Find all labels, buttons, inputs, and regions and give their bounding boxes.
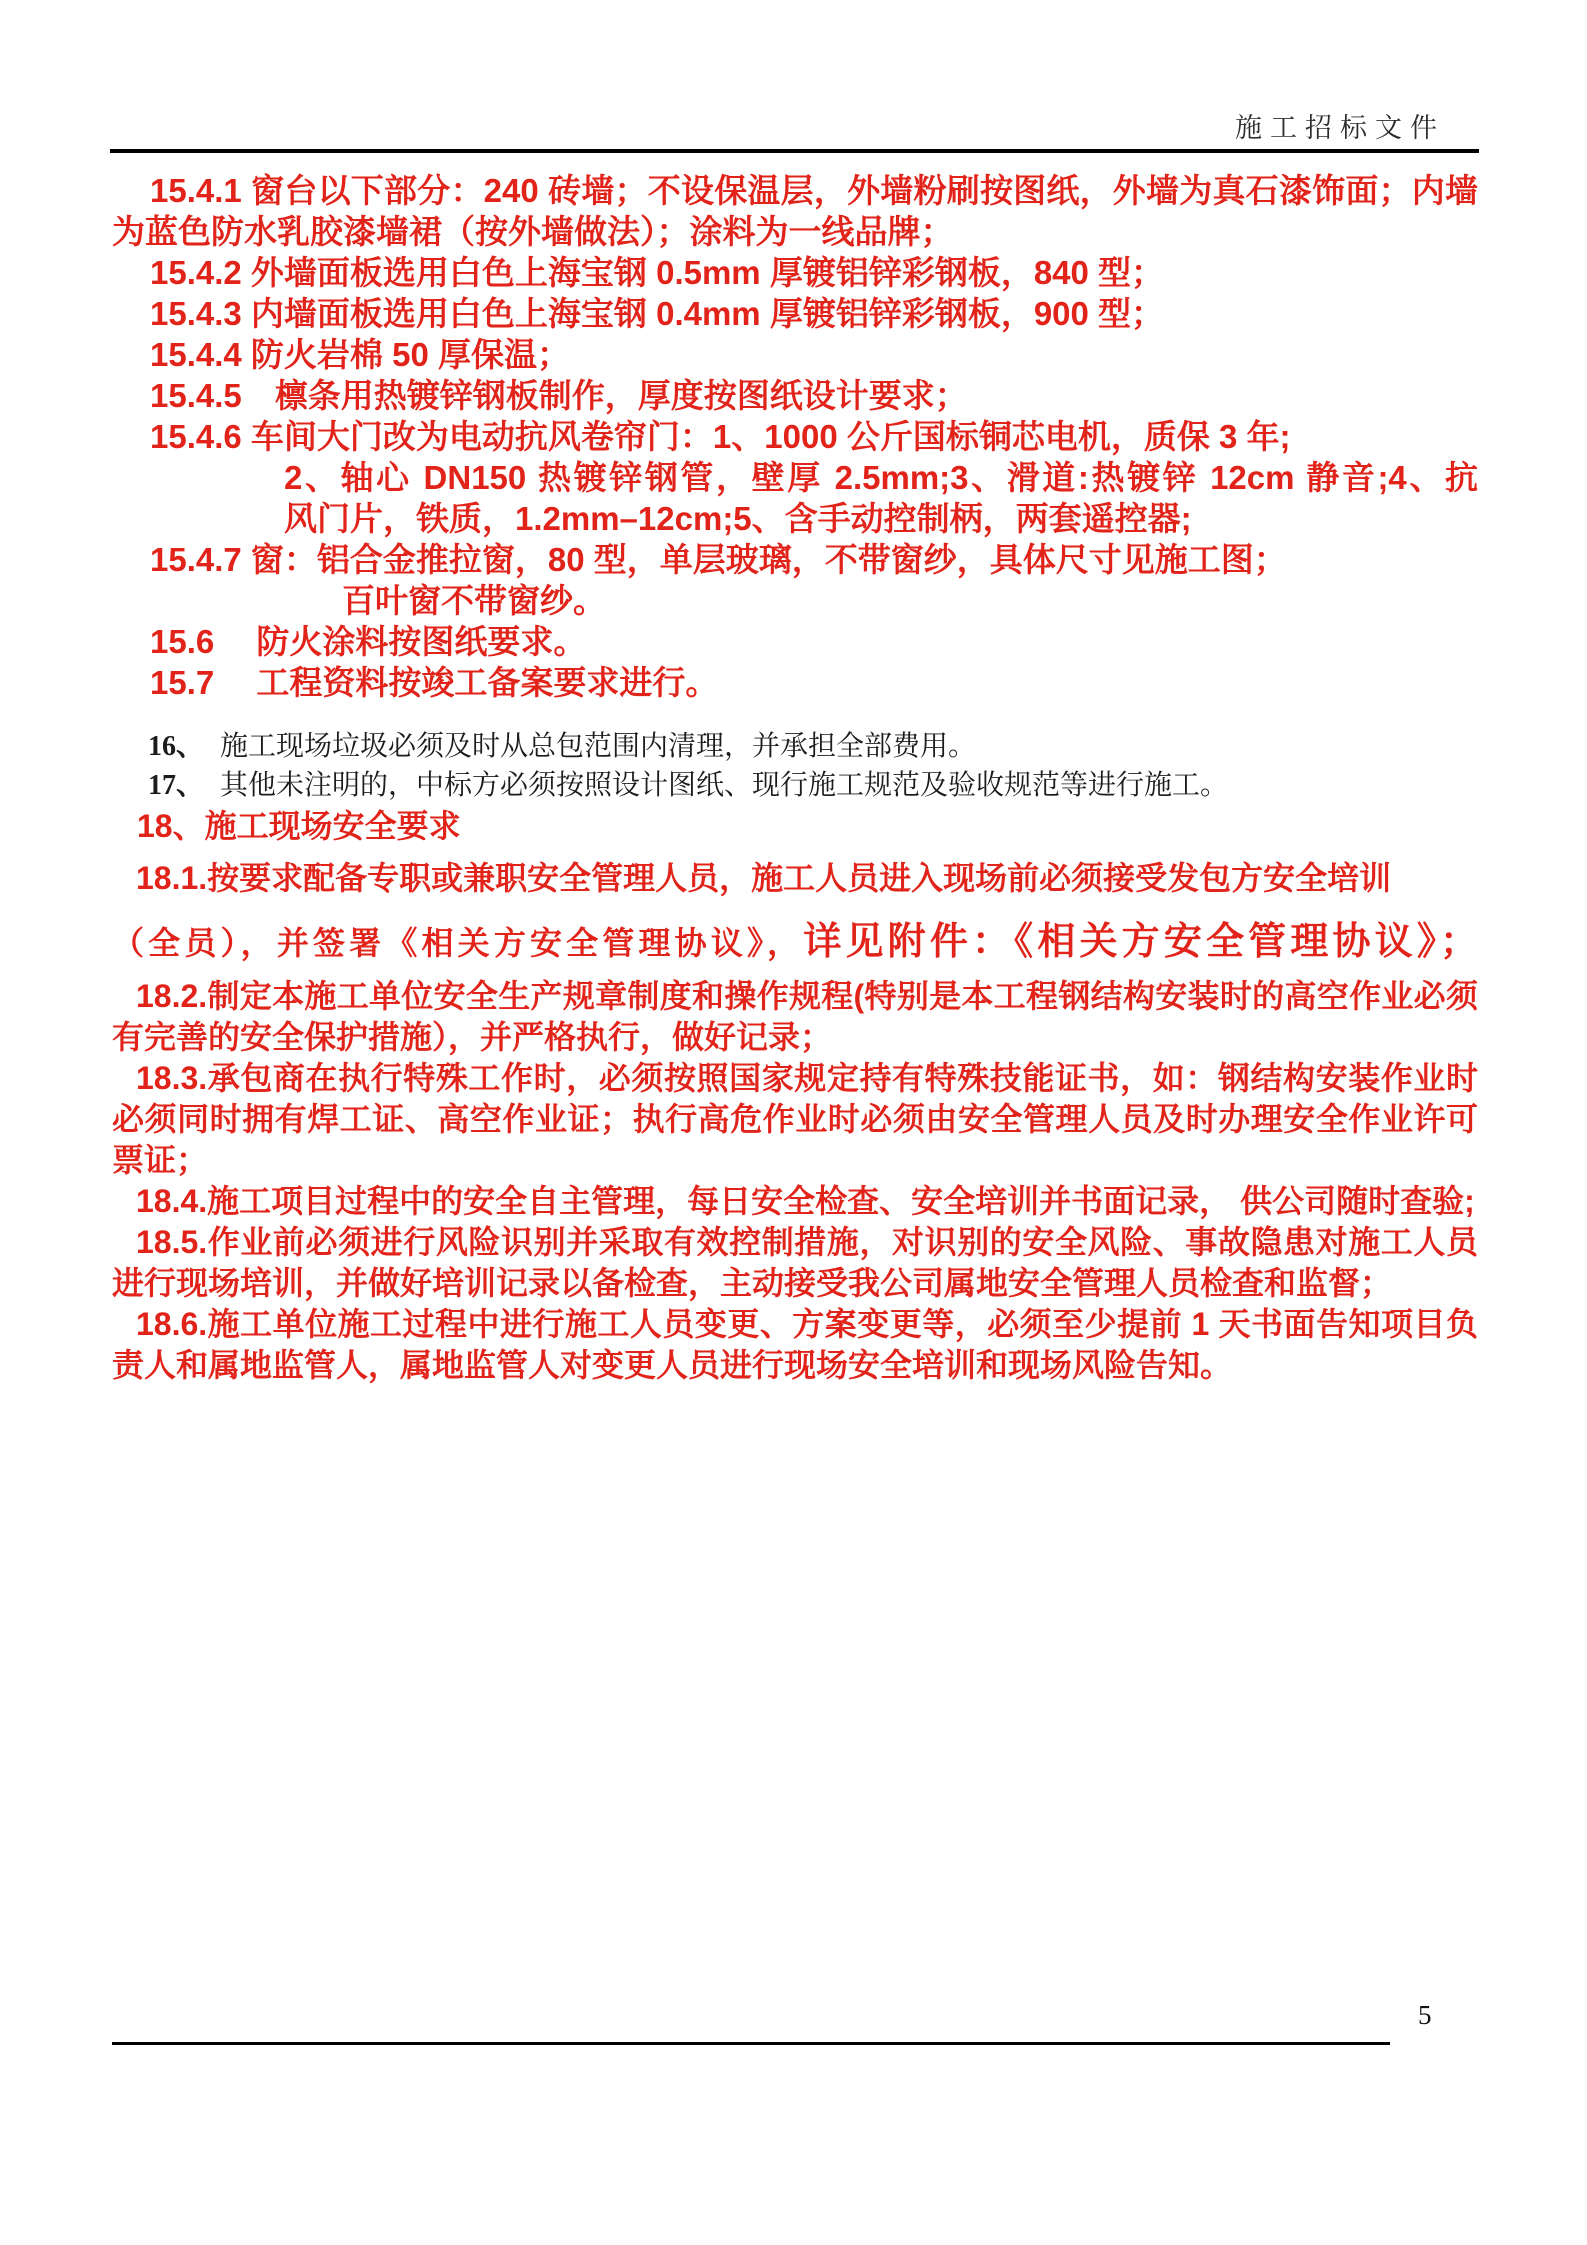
clause-15-4-2: 15.4.2 外墙面板选用白色上海宝钢 0.5mm 厚镀铝锌彩钢板，840 型； (150, 254, 1165, 291)
clause-18-4: 18.4.施工项目过程中的安全自主管理，每日安全检查、安全培训并书面记录， 供公司随时查验; (136, 1183, 1475, 1219)
clause-15-4-6-line3: 风门片，铁质，1.2mm–12cm;5、含手动控制柄，两套遥控器; (284, 500, 1192, 537)
clause-16 (148, 727, 1478, 766)
clause-17 (148, 766, 1478, 805)
general-clauses (112, 727, 1478, 805)
clause-16-number: 16、 (148, 731, 205, 762)
clause-18-1-line2 (112, 909, 1478, 976)
clause-15-4-1: 15.4.1 窗台以下部分：240 砖墙；不设保温层，外墙粉刷按图纸，外墙为真石漆饰面；内墙为蓝色防水乳胶漆墙裙（按外墙做法）；涂料为一线品牌； (112, 172, 1478, 250)
clause-15-4-4: 15.4.4 防火岩棉 50 厚保温； (150, 336, 570, 373)
clause-18-3: 18.3.承包商在执行特殊工作时，必须按照国家规定持有特殊技能证书，如：钢结构安装作业时必须同时拥有焊工证、高空作业证；执行高危作业时必须由安全管理人员及时办理安全作业许可票证； (112, 1060, 1478, 1178)
clause-18-1-line2-normal: （全员），并签署《相关方安全管理协议》， (112, 925, 804, 961)
clause-17-number: 17、 (148, 770, 205, 801)
clause-16-text: 施工现场垃圾必须及时从总包范围内清理，并承担全部费用。 (220, 731, 977, 762)
page-number: 5 (1418, 2000, 1432, 2030)
clause-15-4-6-line2: 2、轴心 DN150 热镀锌钢管，壁厚 2.5mm;3、滑道:热镀锌 12cm 静音;4、抗 (284, 459, 1478, 496)
section-18-heading: 18、施工现场安全要求 (137, 808, 461, 844)
clause-18-6: 18.6.施工单位施工过程中进行施工人员变更、方案变更等，必须至少提前 1 天书面告知项目负责人和属地监管人，属地监管人对变更人员进行现场安全培训和现场风险告知。 (112, 1306, 1478, 1383)
clause-18-1-line2-emphasis: 详见附件：《相关方安全管理协议》； (803, 921, 1478, 963)
clause-15-6: 15.6 防火涂料按图纸要求。 (150, 623, 587, 660)
footer-divider (112, 2042, 1390, 2045)
header-divider (110, 149, 1479, 153)
header-doc-type: 施工招标文件 (1235, 113, 1445, 143)
document-body (112, 170, 1478, 1386)
clause-15-4-6-line1: 15.4.6 车间大门改为电动抗风卷帘门：1、1000 公斤国标铜芯电机，质保 3 年; (150, 418, 1291, 455)
clause-15-4-5: 15.4.5 檩条用热镀锌钢板制作，厚度按图纸设计要求； (150, 377, 968, 414)
clause-15-4-7-line1: 15.4.7 窗：铝合金推拉窗，80 型，单层玻璃，不带窗纱，具体尺寸见施工图； (150, 541, 1287, 578)
clause-18-5: 18.5.作业前必须进行风险识别并采取有效控制措施，对识别的安全风险、事故隐患对施工人员进行现场培训，并做好培训记录以备检查，主动接受我公司属地安全管理人员检查和监督； (112, 1224, 1478, 1301)
clause-18-2: 18.2.制定本施工单位安全生产规章制度和操作规程(特别是本工程钢结构安装时的高空作业必须有完善的安全保护措施），并严格执行，做好记录； (112, 978, 1478, 1055)
clause-17-text: 其他未注明的，中标方必须按照设计图纸、现行施工规范及验收规范等进行施工。 (220, 770, 1229, 801)
clause-15-4-3: 15.4.3 内墙面板选用白色上海宝钢 0.4mm 厚镀铝锌彩钢板，900 型； (150, 295, 1165, 332)
clause-15-4-7-line2: 百叶窗不带窗纱。 (342, 582, 606, 619)
clause-18-1-line1: 18.1.按要求配备专职或兼职安全管理人员，施工人员进入现场前必须接受发包方安全培训 (136, 860, 1392, 896)
clause-15-7: 15.7 工程资料按竣工备案要求进行。 (150, 664, 719, 701)
